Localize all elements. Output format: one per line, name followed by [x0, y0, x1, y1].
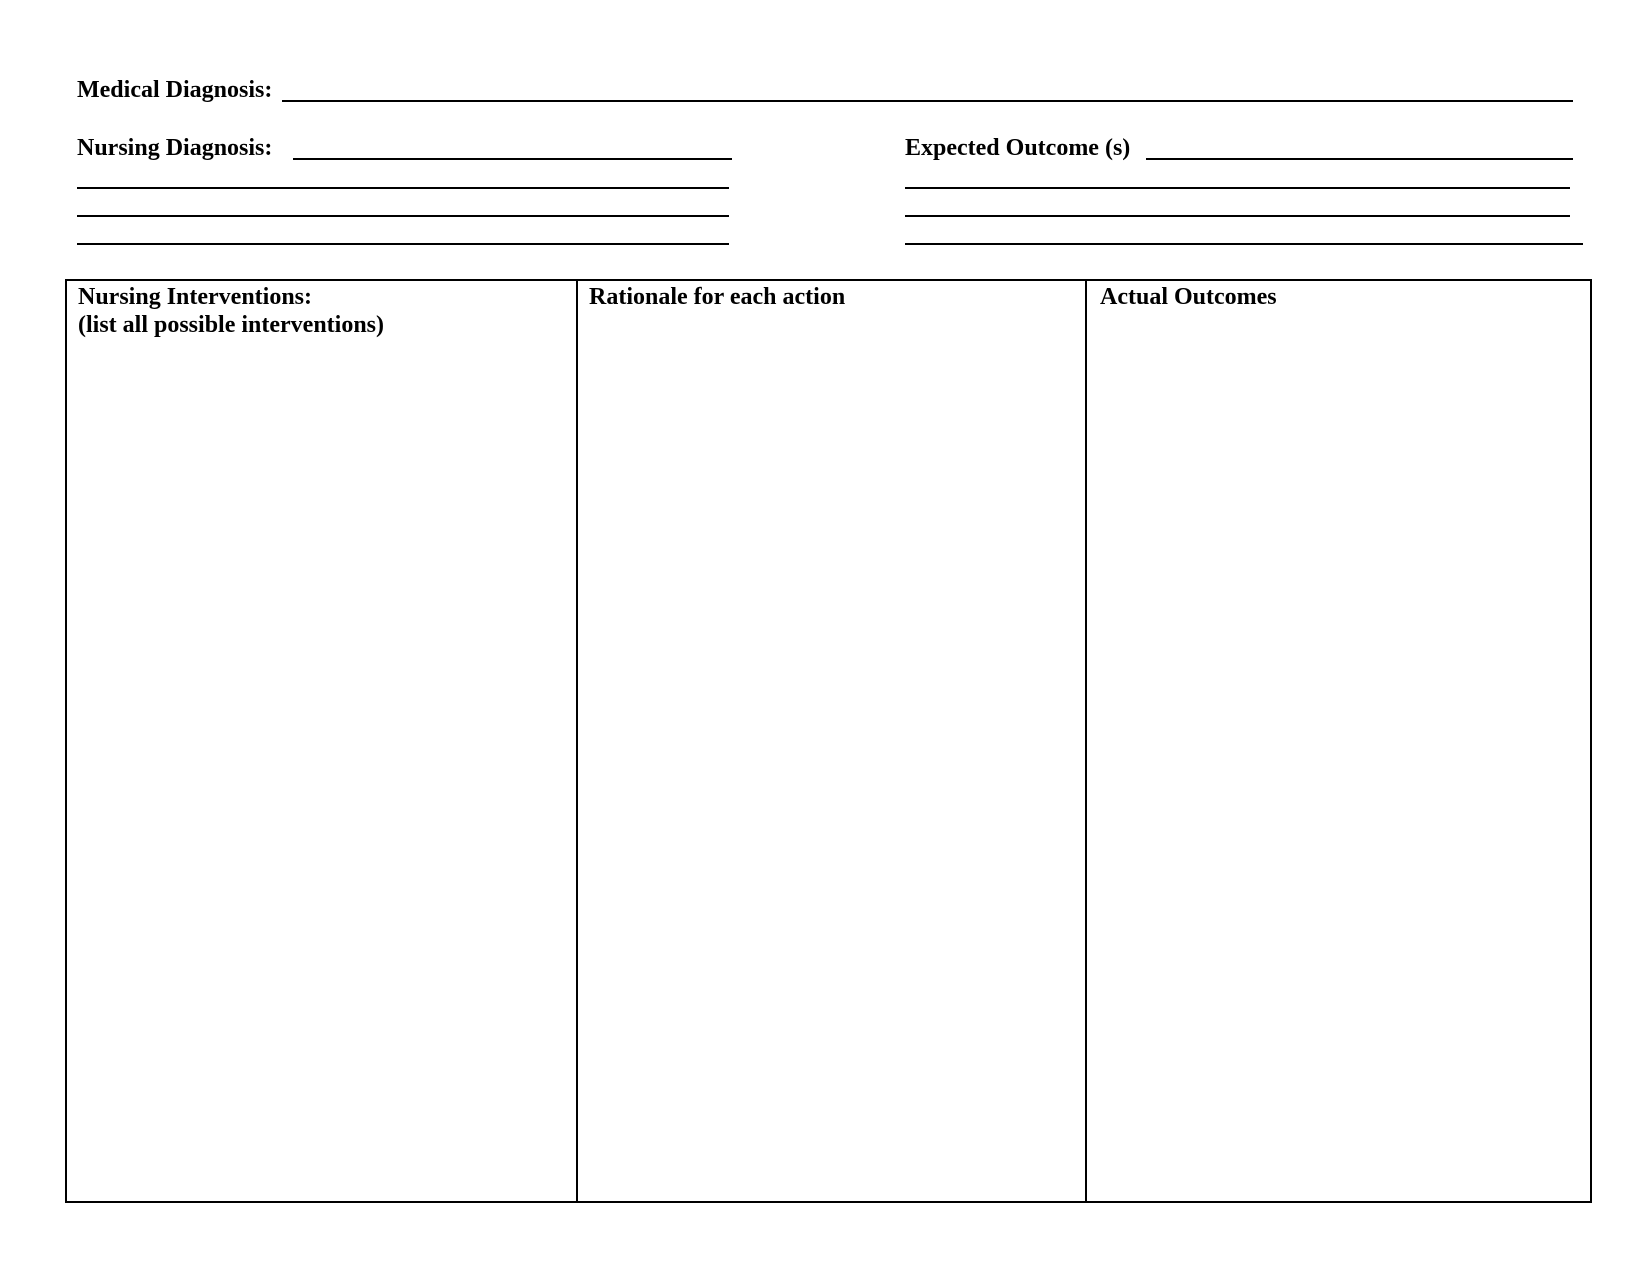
nursing-diagnosis-line-2[interactable] [77, 187, 729, 189]
actual-outcomes-heading: Actual Outcomes [1100, 284, 1277, 310]
nursing-diagnosis-line-3[interactable] [77, 215, 729, 217]
care-plan-table [65, 279, 1592, 1203]
nursing-diagnosis-field[interactable] [293, 158, 732, 160]
interventions-column[interactable] [67, 281, 578, 1201]
rationale-column[interactable] [578, 281, 1087, 1201]
expected-outcome-line-4[interactable] [905, 243, 1583, 245]
interventions-subheading: (list all possible interventions) [78, 312, 385, 338]
interventions-heading: Nursing Interventions: [78, 284, 313, 310]
medical-diagnosis-field[interactable] [282, 100, 1573, 102]
actual-outcomes-column[interactable] [1087, 281, 1590, 1201]
expected-outcome-label: Expected Outcome (s) [905, 135, 1131, 161]
expected-outcome-line-2[interactable] [905, 187, 1570, 189]
medical-diagnosis-label: Medical Diagnosis: [77, 77, 273, 103]
expected-outcome-field[interactable] [1146, 158, 1573, 160]
rationale-heading: Rationale for each action [589, 284, 846, 310]
nursing-diagnosis-line-4[interactable] [77, 243, 729, 245]
expected-outcome-line-3[interactable] [905, 215, 1570, 217]
nursing-diagnosis-label: Nursing Diagnosis: [77, 135, 273, 161]
